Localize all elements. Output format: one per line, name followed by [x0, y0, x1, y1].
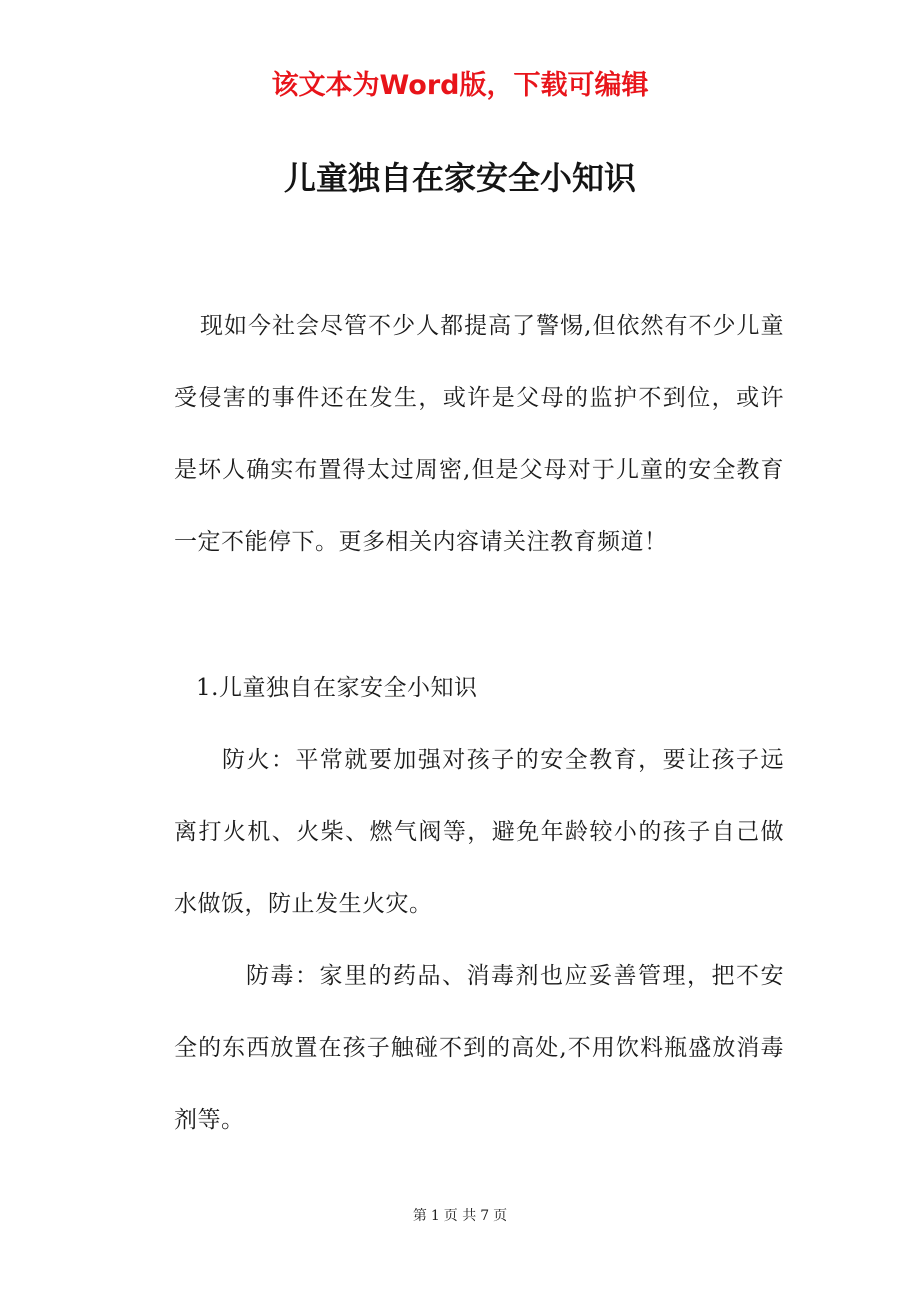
footer-total-pages: 7	[480, 1208, 490, 1224]
footer-current-page: 1	[430, 1208, 440, 1224]
page-footer	[0, 1204, 920, 1228]
download-notice-banner: 该文本为Word版，下载可编辑	[271, 70, 649, 101]
footer-middle: 页 共	[443, 1208, 477, 1224]
intro-paragraph: 现如今社会尽管不少人都提高了警惕,但依然有不少儿童受侵害的事件还在发生，或许是父母的监护不到位，或许是坏人确实布置得太过周密,但是父母对于儿童的安全教育一定不能停下。更多相关内容请关注教育频道！	[174, 313, 784, 555]
section-heading: 1.儿童独自在家安全小知识	[196, 675, 478, 701]
poison-safety-paragraph: 防毒：家里的药品、消毒剂也应妥善管理，把不安全的东西放置在孩子触碰不到的高处,不用饮料瓶盛放消毒剂等。	[174, 963, 784, 1133]
footer-prefix: 第	[412, 1208, 427, 1224]
page-title: 儿童独自在家安全小知识	[283, 159, 636, 197]
footer-suffix: 页	[493, 1208, 508, 1224]
fire-safety-paragraph: 防火：平常就要加强对孩子的安全教育，要让孩子远离打火机、火柴、燃气阀等，避免年龄较小的孩子自己做水做饭，防止发生火灾。	[174, 747, 784, 917]
